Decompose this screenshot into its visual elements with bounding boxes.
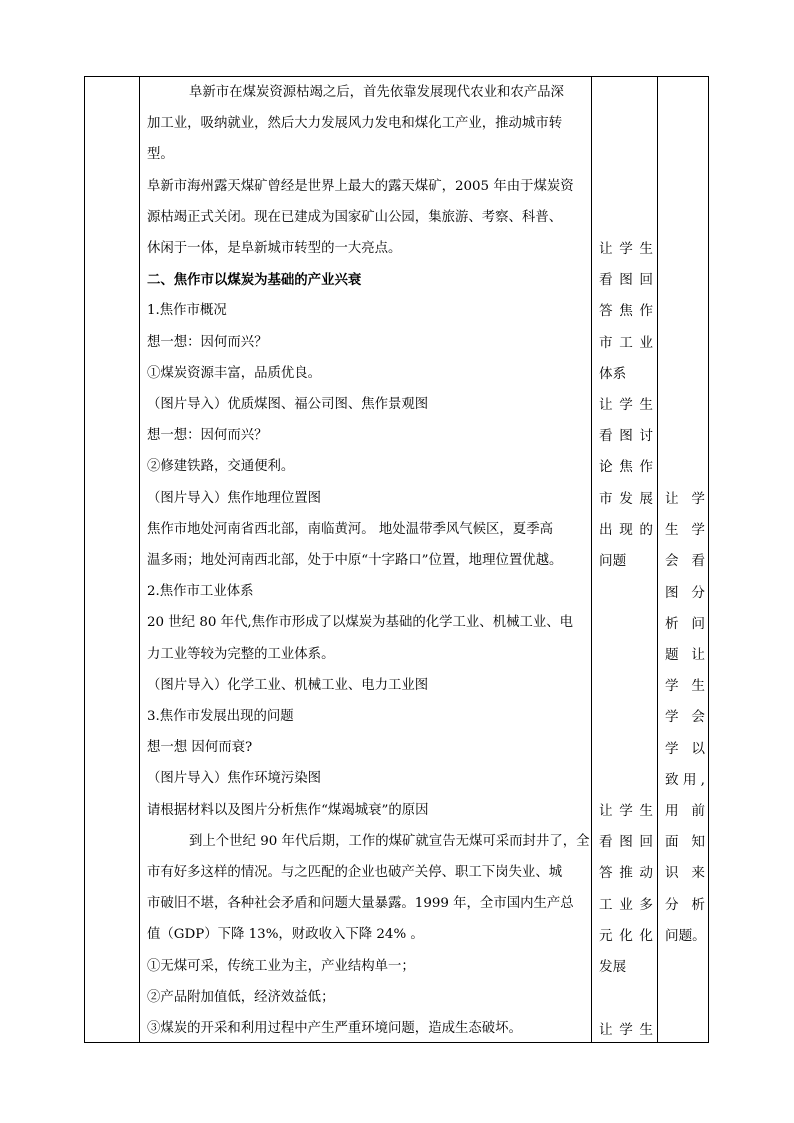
design-note-line: 学以 [665,740,705,757]
activity-note-line: 体系 [599,365,627,382]
activity-note-line: 工业多 [599,896,653,913]
section-heading: 二、焦作市以煤炭为基础的产业兴衰 [147,272,362,289]
content-line: 源枯竭正式关闭。现在已建成为国家矿山公园，集旅游、考察、科普、 [147,209,563,225]
content-line: 型。 [147,147,174,163]
activity-note-line: 论焦作 [599,459,653,476]
activity-note-line: 发展 [599,959,627,975]
design-note-line: 分析 [665,896,705,913]
content-line: （图片导入）焦作环境污染图 [147,771,322,787]
activity-note-line: 市发展 [599,490,653,507]
content-line: 阜新市在煤炭资源枯竭之后，首先依靠发展现代农业和农产品深 [189,85,564,100]
content-line: 休闲于一体，是阜新城市转型的一大亮点。 [147,241,402,256]
activity-note-line: 让学生 [599,803,653,819]
content-line: 市破旧不堪，各种社会矛盾和问题大量暴露。1999 年，全市国内生产总 [147,896,574,912]
content-line: （图片导入）化学工业、机械工业、电力工业图 [147,677,429,693]
column-divider [657,77,658,1042]
design-note-line: 生学 [665,522,705,539]
design-note-line: 学会 [665,709,705,726]
content-line: 3.焦作市发展出现的问题 [147,709,294,724]
activity-note-line: 看图回 [599,834,653,851]
activity-note-line: 答焦作 [599,303,653,320]
design-note-line: 识来 [665,865,705,882]
content-line: ①煤炭资源丰富，品质优良。 [147,365,322,381]
content-line: 20 世纪 80 年代,焦作市形成了以煤炭为基础的化学工业、机械工业、电 [147,615,574,631]
content-line: 焦作市地处河南省西北部，南临黄河。 地处温带季风气候区，夏季高 [147,521,553,537]
content-line: ②产品附加值低，经济效益低； [147,989,335,1005]
content-line: ①无煤可采，传统工业为主，产业结构单一； [147,958,415,974]
content-line: （图片导入）优质煤图、福公司图、焦作景观图 [147,397,429,412]
design-note-line: 图分 [665,584,705,601]
column-divider [591,77,592,1042]
design-note-line: 析问 [665,615,705,632]
activity-note-line: 答推动 [599,865,653,882]
lesson-table [84,76,709,1043]
design-note-line: 面知 [665,834,705,851]
design-note-line: 会看 [665,553,705,570]
activity-note-line: 看图讨 [599,428,653,445]
design-note-line: 学生 [665,678,705,695]
content-line: （图片导入）焦作地理位置图 [147,490,322,506]
column-divider [139,77,140,1042]
content-line: 想一想 因何而衰? [147,740,253,756]
activity-note-line: 出现的 [599,521,653,538]
content-line: 到上个世纪 90 年代后期，工作的煤矿就宣告无煤可采而封井了，全 [189,833,590,849]
activity-note-line: 市工业 [599,334,653,351]
content-line: 值（GDP）下降 13%，财政收入下降 24% 。 [147,927,424,943]
design-note-line: 题让 [665,647,705,663]
content-line: 市有好多这样的情况。与之匹配的企业也破产关停、职工下岗失业、城 [147,865,563,880]
design-note-line: 用前 [665,803,705,819]
content-line: 请根据材料以及图片分析焦作“煤竭城衰”的原因 [147,802,429,818]
activity-note-line: 元化化 [599,927,653,944]
content-line: 1.焦作市概况 [147,303,227,319]
content-line: 力工业等较为完整的工业体系。 [147,646,335,662]
content-line: 想一想：因何而兴？ [147,428,268,444]
activity-note-line: 问题 [599,553,627,569]
content-line: ②修建铁路，交通便利。 [147,459,295,475]
content-line: 2.焦作市工业体系 [147,584,254,600]
content-line: 加工业，吸纳就业，然后大力发展风力发电和煤化工产业，推动城市转 [147,116,563,132]
design-note-line: 致用, [665,771,705,788]
content-line: 想一想：因何而兴？ [147,334,268,350]
activity-note-line: 让学生 [599,1022,653,1038]
content-line: ③煤炭的开采和利用过程中产生严重环境问题，造成生态破坏。 [147,1021,522,1036]
design-note-line: 让学 [665,491,705,507]
activity-note-line: 看图回 [599,272,653,289]
activity-note-line: 让学生 [599,241,653,257]
content-line: 阜新市海州露天煤矿曾经是世界上最大的露天煤矿，2005 年由于煤炭资 [147,178,574,194]
content-line: 温多雨；地处河南西北部，处于中原“十字路口”位置，地理位置优越。 [147,553,563,568]
design-note-line: 问题。 [665,927,706,944]
activity-note-line: 让学生 [599,397,653,413]
